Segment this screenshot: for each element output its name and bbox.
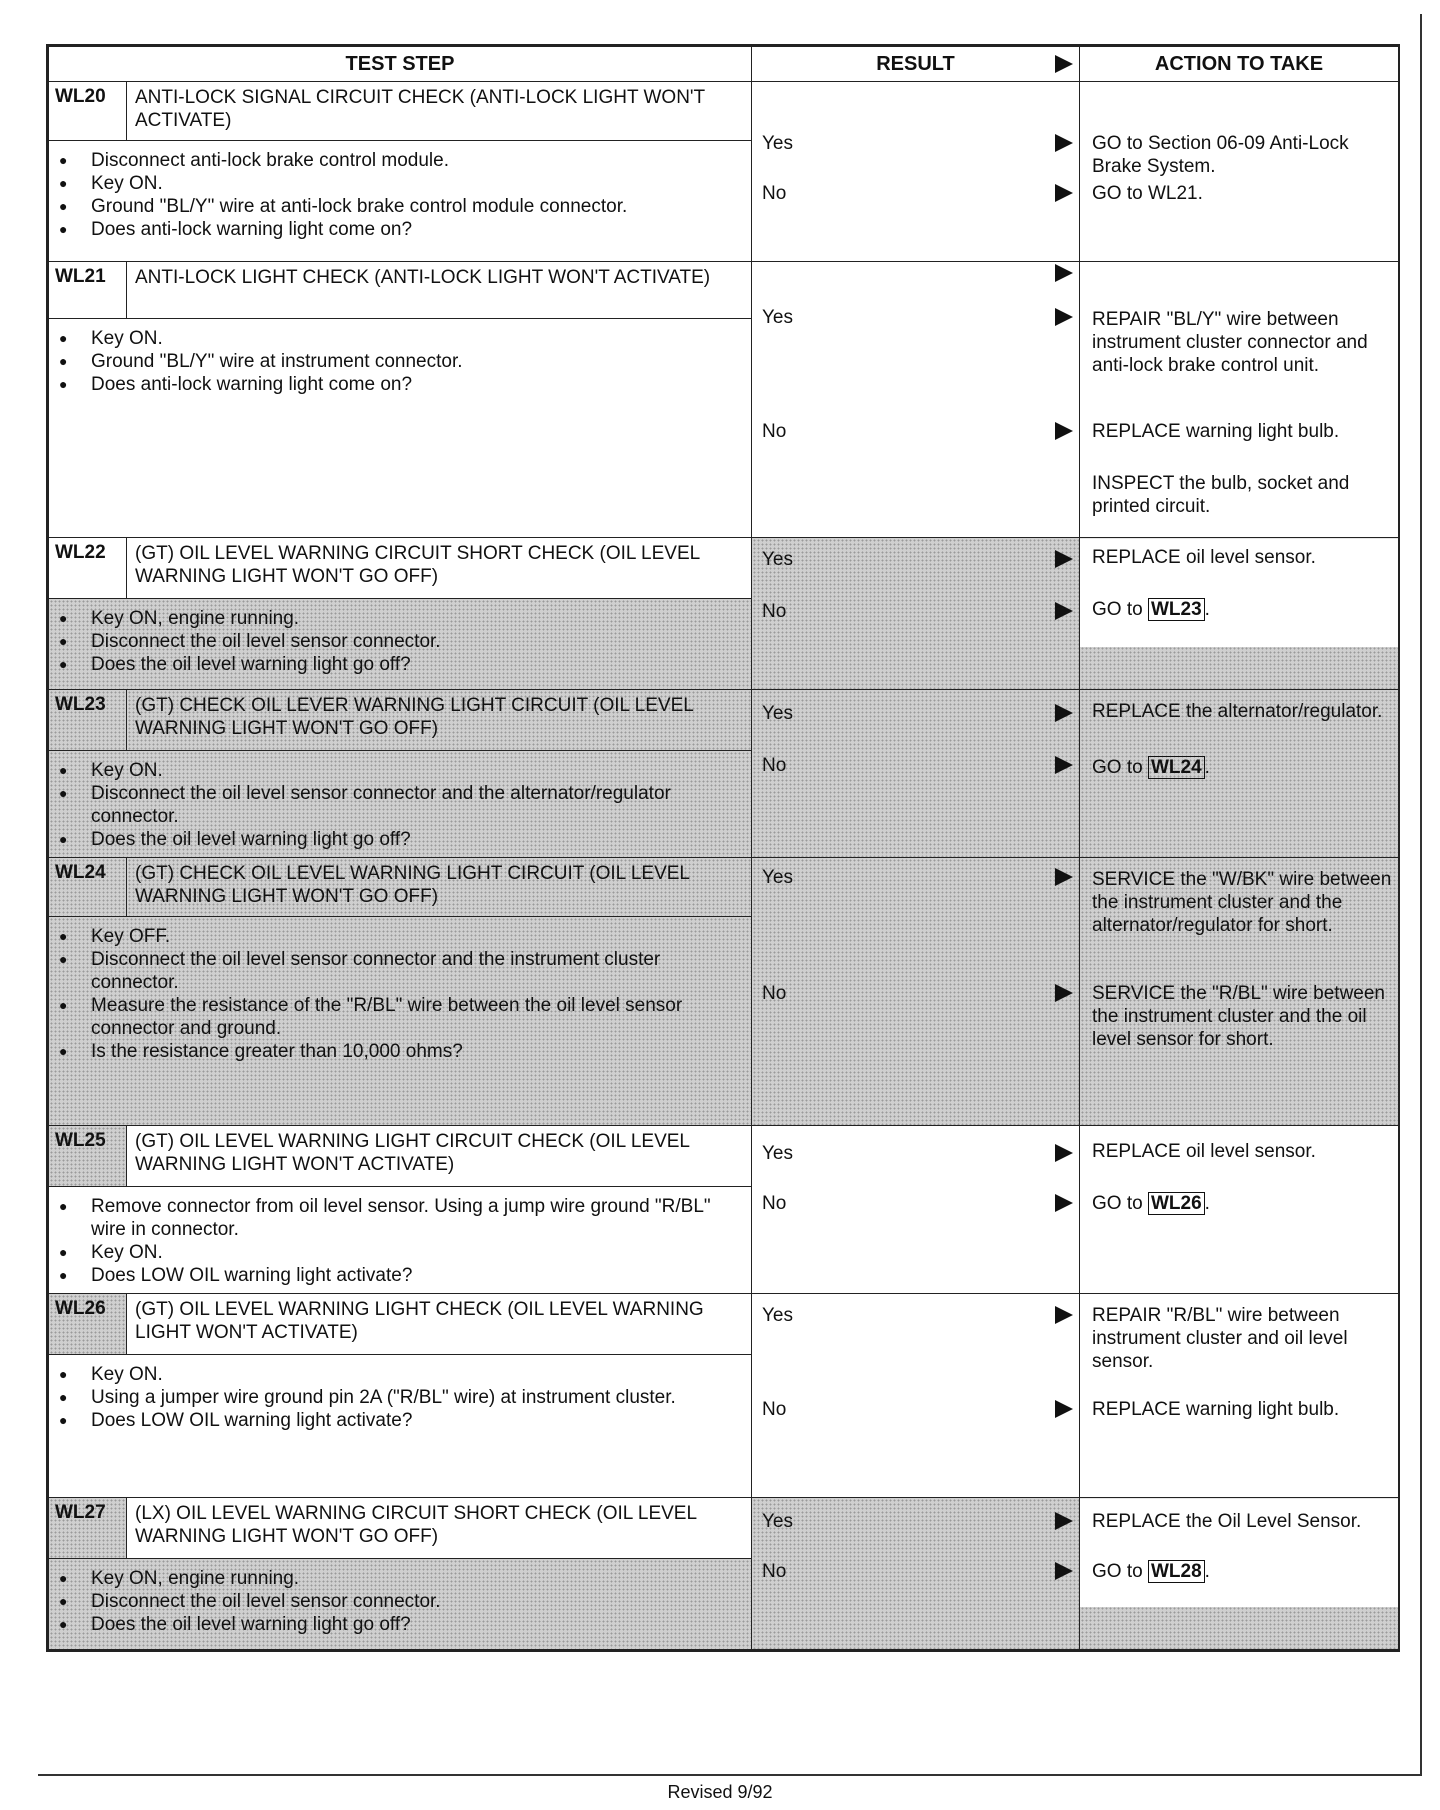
action-cell <box>1080 858 1399 1126</box>
step-procedure <box>49 319 752 538</box>
arrow-right-icon <box>1055 1194 1073 1212</box>
result-label: Yes <box>762 703 793 724</box>
action-text: . <box>1204 757 1210 778</box>
diagnostic-table <box>46 44 1400 1652</box>
action-cell <box>1080 690 1399 858</box>
procedure-item: ● Disconnect the oil level sensor connector. <box>91 1590 743 1613</box>
action-item: REPLACE the Oil Level Sensor. <box>1092 1511 1362 1532</box>
step-title-row <box>49 1294 1399 1355</box>
step-procedure <box>49 917 752 1126</box>
action-item <box>1092 1192 1392 1215</box>
result-label: Yes <box>762 307 793 328</box>
action-item: REPLACE oil level sensor. <box>1092 547 1316 568</box>
result-label: No <box>762 1193 787 1214</box>
procedure-list <box>49 1559 751 1642</box>
step-procedure <box>49 1187 752 1294</box>
action-item <box>1092 756 1392 779</box>
step-reference: WL24 <box>1148 756 1205 779</box>
action-text: . <box>1204 1561 1210 1582</box>
action-text: GO to <box>1092 599 1148 620</box>
procedure-item: ● Ground "BL/Y" wire at instrument connector. <box>91 350 743 373</box>
arrow-right-icon <box>1055 1144 1073 1162</box>
procedure-item: ● Key ON. <box>91 1363 743 1386</box>
step-reference: WL26 <box>1148 1192 1205 1215</box>
result-cell <box>752 690 1080 858</box>
action-cell <box>1080 82 1399 262</box>
action-text: . <box>1204 599 1210 620</box>
action-text: GO to <box>1092 757 1148 778</box>
step-title: (GT) CHECK OIL LEVER WARNING LIGHT CIRCUIT (OIL LEVEL WARNING LIGHT WON'T GO OFF) <box>127 690 752 751</box>
result-item <box>762 1398 1075 1421</box>
arrow-right-icon <box>1055 868 1073 886</box>
procedure-item: ● Key ON. <box>91 327 743 350</box>
procedure-list <box>49 751 751 857</box>
action-item: SERVICE the "R/BL" wire between the instrument cluster and the oil level sensor for short. <box>1092 983 1385 1050</box>
procedure-item: ● Ground "BL/Y" wire at anti-lock brake control module connector. <box>91 195 743 218</box>
procedure-item: ● Does LOW OIL warning light activate? <box>91 1409 743 1432</box>
result-label: Yes <box>762 1143 793 1164</box>
step-id: WL27 <box>49 1498 127 1559</box>
table-header-row <box>49 47 1399 82</box>
step-title-row <box>49 858 1399 917</box>
action-text: GO to <box>1092 1193 1148 1214</box>
procedure-item: ● Disconnect anti-lock brake control module. <box>91 149 743 172</box>
result-item <box>762 982 1075 1005</box>
header-test-step: TEST STEP <box>49 47 752 82</box>
procedure-list <box>49 319 751 402</box>
action-item: REPLACE warning light bulb. <box>1092 1399 1340 1420</box>
arrow-right-icon <box>1055 704 1073 722</box>
procedure-item: ● Using a jumper wire ground pin 2A ("R/BL" wire) at instrument cluster. <box>91 1386 743 1409</box>
step-title: ANTI-LOCK SIGNAL CIRCUIT CHECK (ANTI-LOCK LIGHT WON'T ACTIVATE) <box>127 82 752 141</box>
step-id: WL25 <box>49 1126 127 1187</box>
result-item <box>762 1304 1075 1327</box>
result-label: Yes <box>762 1511 793 1532</box>
action-text: . <box>1204 1193 1210 1214</box>
procedure-item: ● Key ON. <box>91 1241 743 1264</box>
result-item <box>762 1510 1075 1533</box>
step-title-row <box>49 262 1399 319</box>
action-cell <box>1080 1498 1399 1650</box>
result-label: Yes <box>762 549 793 570</box>
action-item: REPLACE warning light bulb. <box>1092 421 1340 442</box>
result-item <box>762 600 1075 623</box>
header-result <box>752 47 1080 82</box>
step-title-row <box>49 82 1399 141</box>
procedure-item: ● Does anti-lock warning light come on? <box>91 373 743 396</box>
arrow-right-icon <box>1055 984 1073 1002</box>
action-cell <box>1080 1294 1399 1498</box>
result-cell <box>752 1294 1080 1498</box>
step-id: WL26 <box>49 1294 127 1355</box>
step-procedure <box>49 599 752 690</box>
action-item: REPAIR "R/BL" wire between instrument cluster and oil level sensor. <box>1092 1305 1348 1372</box>
arrow-right-icon <box>1055 602 1073 620</box>
result-item <box>762 182 1075 205</box>
result-item <box>762 1560 1075 1583</box>
step-procedure <box>49 141 752 262</box>
procedure-item: ● Disconnect the oil level sensor connector and the alternator/regulator connector. <box>91 782 743 828</box>
arrow-right-icon <box>1055 550 1073 568</box>
procedure-list <box>49 599 751 682</box>
step-title: ANTI-LOCK LIGHT CHECK (ANTI-LOCK LIGHT WON'T ACTIVATE) <box>127 262 752 319</box>
result-label: No <box>762 421 787 442</box>
arrow-right-icon <box>1055 184 1073 202</box>
action-item <box>1092 1560 1392 1583</box>
step-id: WL24 <box>49 858 127 917</box>
result-cell <box>752 262 1080 538</box>
step-id: WL21 <box>49 262 127 319</box>
result-item <box>762 1192 1075 1215</box>
result-label: No <box>762 755 787 776</box>
result-cell <box>752 858 1080 1126</box>
result-item <box>762 702 1075 725</box>
result-label: Yes <box>762 1305 793 1326</box>
arrow-right-icon <box>1055 422 1073 440</box>
arrow-right-icon <box>1055 756 1073 774</box>
procedure-list <box>49 917 751 1069</box>
step-title-row <box>49 538 1399 599</box>
procedure-list <box>49 1355 751 1438</box>
step-reference: WL23 <box>1148 598 1205 621</box>
step-title: (LX) OIL LEVEL WARNING CIRCUIT SHORT CHECK (OIL LEVEL WARNING LIGHT WON'T GO OFF) <box>127 1498 752 1559</box>
arrow-right-icon <box>1055 308 1073 326</box>
step-title: (GT) OIL LEVEL WARNING LIGHT CIRCUIT CHECK (OIL LEVEL WARNING LIGHT WON'T ACTIVATE) <box>127 1126 752 1187</box>
result-cell <box>752 1498 1080 1650</box>
procedure-item: ● Key ON. <box>91 172 743 195</box>
procedure-item: ● Disconnect the oil level sensor connector. <box>91 630 743 653</box>
action-item: GO to WL21. <box>1092 183 1203 204</box>
result-label: No <box>762 983 787 1004</box>
result-label: No <box>762 183 787 204</box>
arrow-right-icon <box>1055 55 1073 73</box>
step-id: WL23 <box>49 690 127 751</box>
procedure-item: ● Does the oil level warning light go off? <box>91 1613 743 1636</box>
arrow-right-icon <box>1055 134 1073 152</box>
procedure-item: ● Disconnect the oil level sensor connector and the instrument cluster connector. <box>91 948 743 994</box>
action-cell <box>1080 1126 1399 1294</box>
procedure-list <box>49 1187 751 1293</box>
arrow-right-icon <box>1055 264 1073 282</box>
result-item <box>762 306 1075 329</box>
step-title-row <box>49 1498 1399 1559</box>
header-action: ACTION TO TAKE <box>1080 47 1399 82</box>
action-item: SERVICE the "W/BK" wire between the instrument cluster and the alternator/regulator for short. <box>1092 869 1392 936</box>
step-title-row <box>49 690 1399 751</box>
procedure-item: ● Key ON, engine running. <box>91 1567 743 1590</box>
arrow-right-icon <box>1055 1306 1073 1324</box>
result-label: No <box>762 1561 787 1582</box>
procedure-item: ● Does anti-lock warning light come on? <box>91 218 743 241</box>
step-title-row <box>49 1126 1399 1187</box>
result-item <box>762 1142 1075 1165</box>
step-procedure <box>49 751 752 858</box>
action-item: REPLACE the alternator/regulator. <box>1092 701 1383 722</box>
action-item: GO to Section 06-09 Anti-Lock Brake System. <box>1092 133 1349 177</box>
result-cell <box>752 82 1080 262</box>
step-title: (GT) OIL LEVEL WARNING CIRCUIT SHORT CHECK (OIL LEVEL WARNING LIGHT WON'T GO OFF) <box>127 538 752 599</box>
procedure-item: ● Does LOW OIL warning light activate? <box>91 1264 743 1287</box>
header-result-label: RESULT <box>876 52 955 75</box>
result-label: Yes <box>762 133 793 154</box>
procedure-item: ● Does the oil level warning light go off? <box>91 653 743 676</box>
action-item <box>1092 598 1392 621</box>
step-procedure <box>49 1559 752 1650</box>
step-id: WL20 <box>49 82 127 141</box>
result-item <box>762 548 1075 571</box>
procedure-item: ● Key ON. <box>91 759 743 782</box>
procedure-list <box>49 141 751 247</box>
action-item: INSPECT the bulb, socket and printed circuit. <box>1092 473 1350 517</box>
step-title: (GT) CHECK OIL LEVEL WARNING LIGHT CIRCUIT (OIL LEVEL WARNING LIGHT WON'T GO OFF) <box>127 858 752 917</box>
action-item: REPAIR "BL/Y" wire between instrument cluster connector and anti-lock brake control unit. <box>1092 309 1368 376</box>
step-reference: WL28 <box>1148 1560 1205 1583</box>
arrow-right-icon <box>1055 1512 1073 1530</box>
procedure-item: ● Key ON, engine running. <box>91 607 743 630</box>
arrow-right-icon <box>1055 1400 1073 1418</box>
revision-footer: Revised 9/92 <box>667 1782 773 1802</box>
action-text: GO to <box>1092 1561 1148 1582</box>
step-title: (GT) OIL LEVEL WARNING LIGHT CHECK (OIL LEVEL WARNING LIGHT WON'T ACTIVATE) <box>127 1294 752 1355</box>
result-item <box>762 132 1075 155</box>
result-cell <box>752 1126 1080 1294</box>
action-cell <box>1080 538 1399 690</box>
result-item <box>762 866 1075 889</box>
result-label: No <box>762 601 787 622</box>
arrow-right-icon <box>1055 1562 1073 1580</box>
step-id: WL22 <box>49 538 127 599</box>
result-label: Yes <box>762 867 793 888</box>
procedure-item: ● Key OFF. <box>91 925 743 948</box>
procedure-item: ● Is the resistance greater than 10,000 ohms? <box>91 1040 743 1063</box>
page-frame <box>38 14 1422 1776</box>
action-cell <box>1080 262 1399 538</box>
procedure-item: ● Remove connector from oil level sensor. Using a jump wire ground "R/BL" wire in connector. <box>91 1195 743 1241</box>
result-item <box>762 754 1075 777</box>
procedure-item: ● Does the oil level warning light go off? <box>91 828 743 851</box>
procedure-item: ● Measure the resistance of the "R/BL" wire between the oil level sensor connector and ground. <box>91 994 743 1040</box>
step-procedure <box>49 1355 752 1498</box>
result-item <box>762 420 1075 443</box>
action-item: REPLACE oil level sensor. <box>1092 1141 1316 1162</box>
result-label: No <box>762 1399 787 1420</box>
result-cell <box>752 538 1080 690</box>
